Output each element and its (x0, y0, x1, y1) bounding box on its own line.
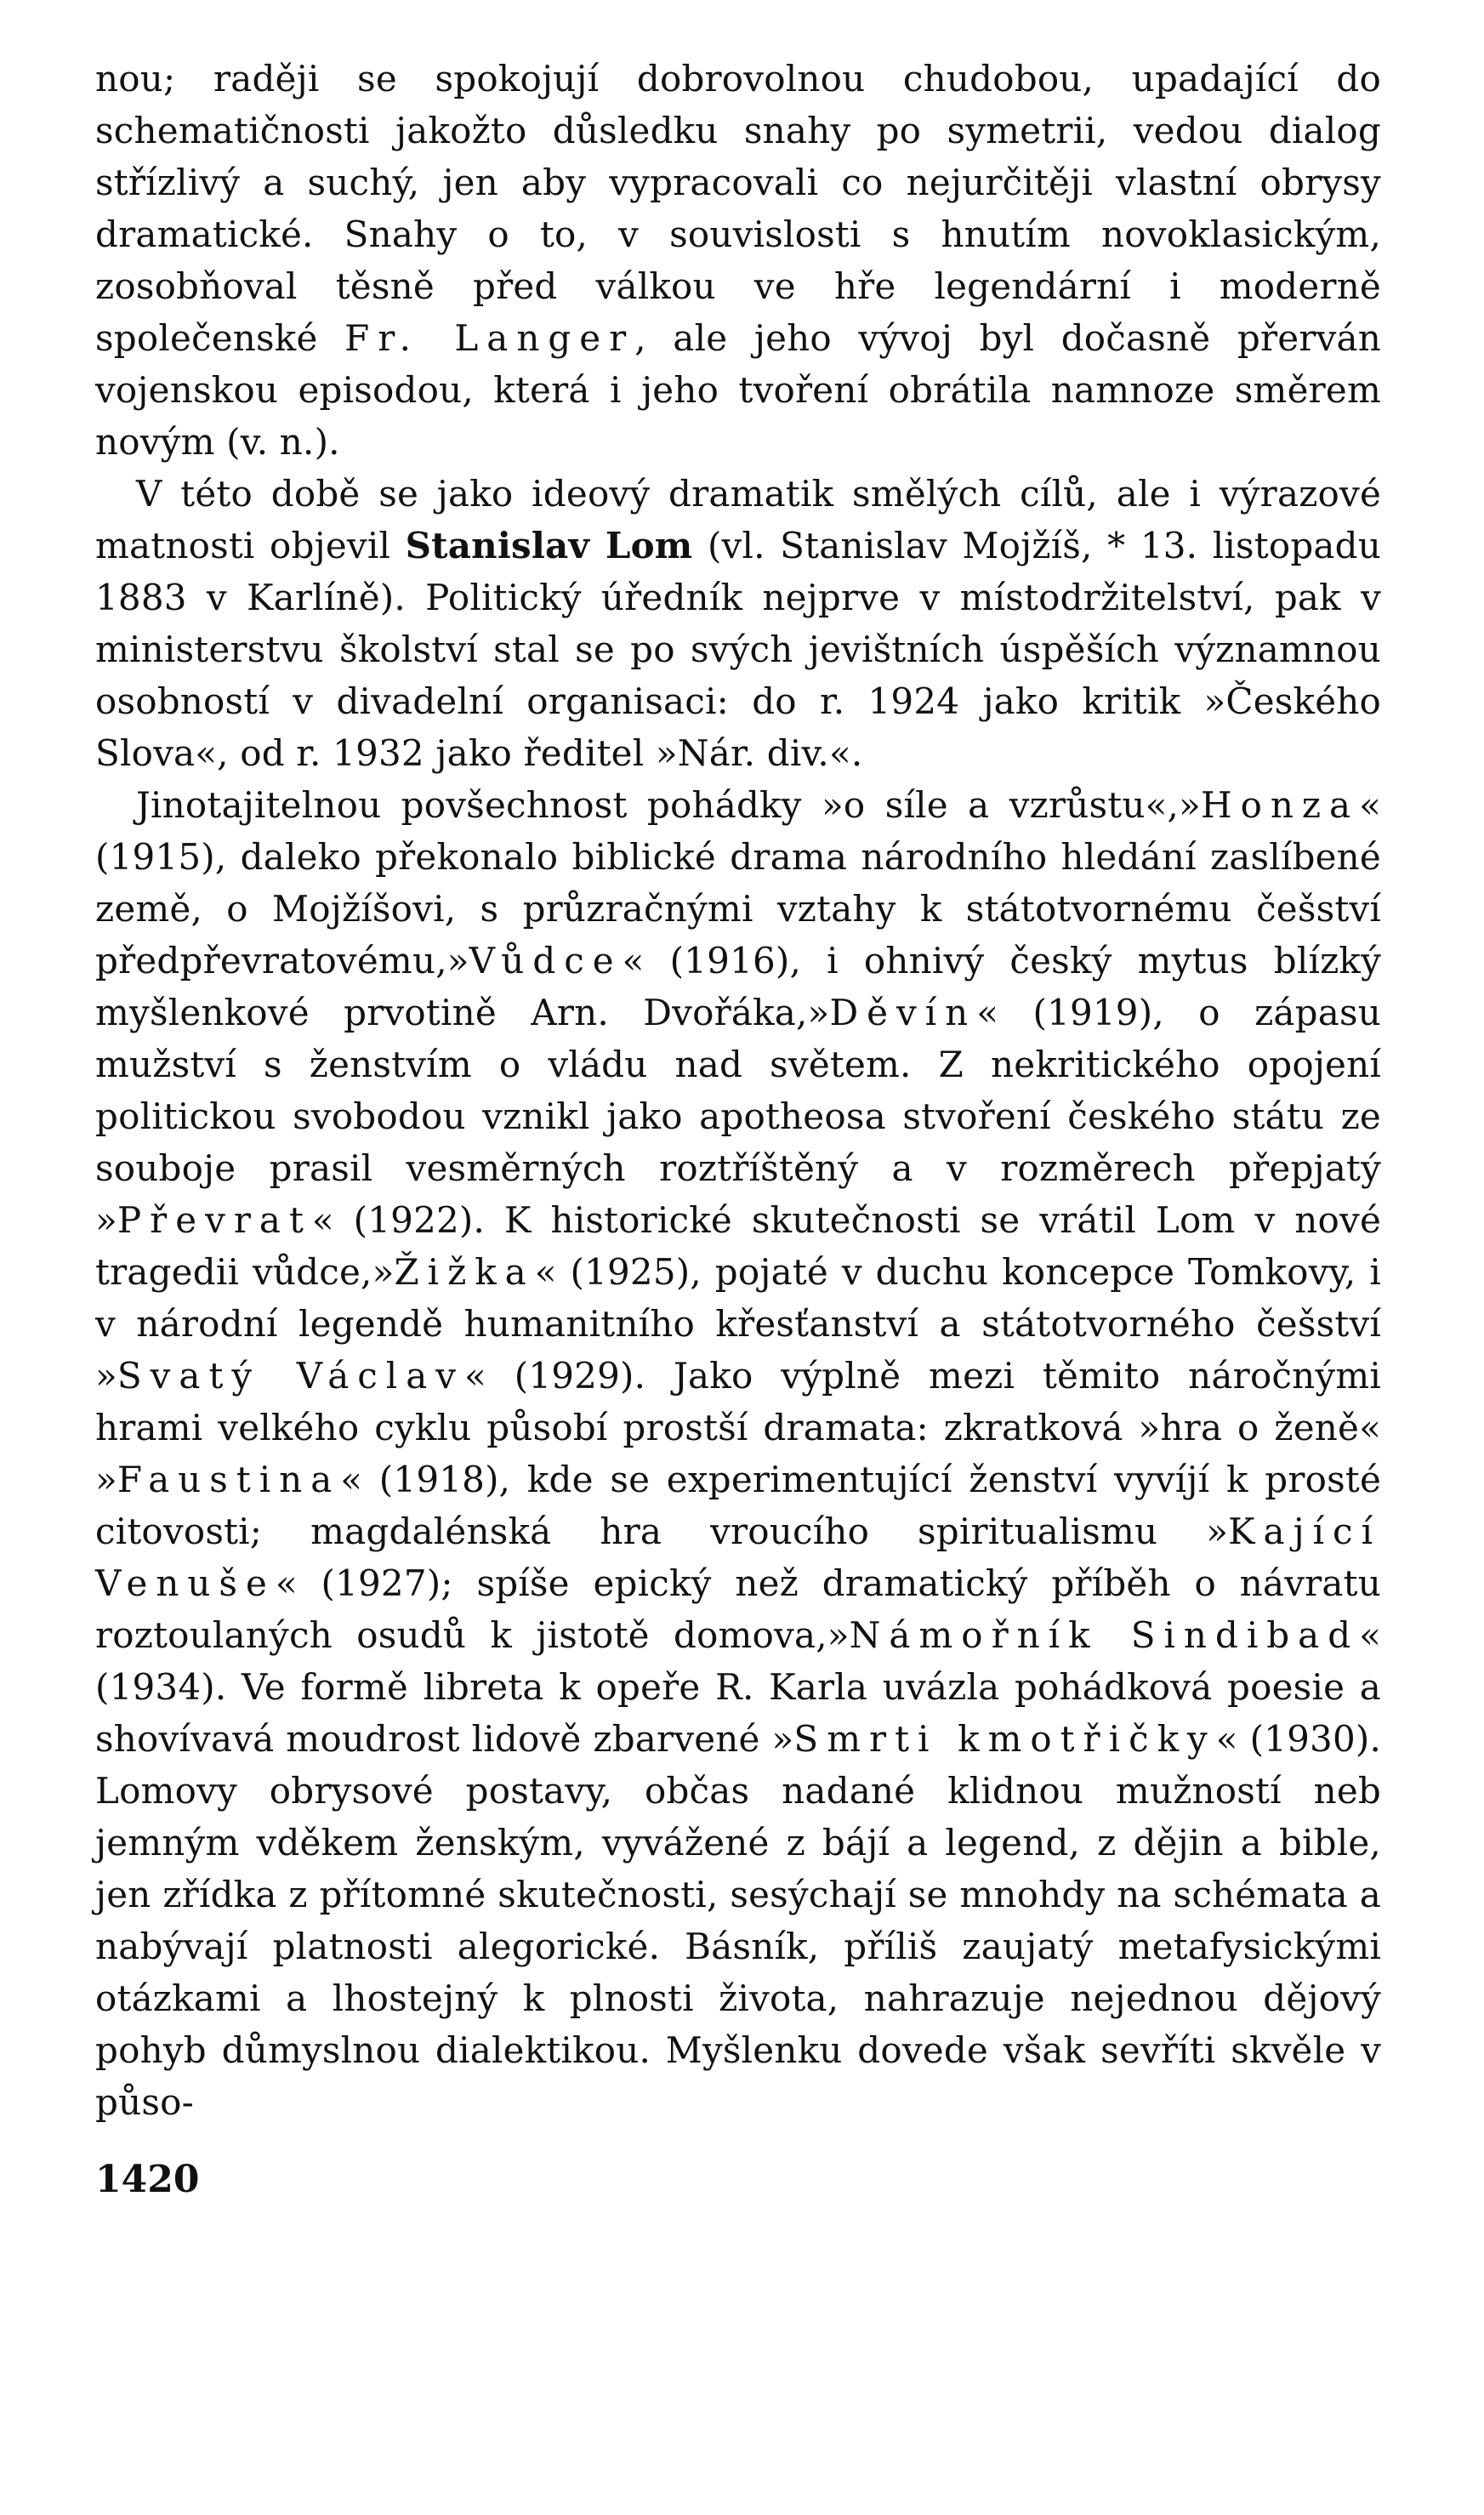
text-run: « (1934). Ve formě libreta k opeře R. Karla uvázla pohádková poesie a shovívavá moudrost lidově zbarvené » (95, 1614, 1381, 1760)
work-title: Vůdce (469, 940, 623, 982)
work-title: Honza (1200, 784, 1360, 826)
work-title: Svatý Václav (117, 1355, 464, 1397)
body-text (95, 53, 1381, 2128)
text-run: nou; raději se spokojují dobrovolnou chudobou, upadající do schematičnosti jakožto důsledku snahy po symetrii, vedou dialog střízlivý a suchý, jen aby vypracovali co nejurčitěji vlastní obrysy dramatické. Snahy o to, v souvislosti s hnutím novoklasickým, zosobňoval těsně před válkou ve hře legendární i moderně společenské (95, 58, 1381, 359)
work-title: Smrti kmotřičky (793, 1718, 1216, 1760)
text-run: V této době se jako ideový dramatik smělých cílů, ale i výrazové matnosti objevil (95, 473, 1381, 566)
work-title: Kající Venuše (95, 1511, 1381, 1604)
text-run: « (1919), o zápasu mužství s ženstvím o vládu nad světem. Z nekritického opojení politickou svobodou vznikl jako apotheosa stvoření českého státu ze souboje prasil vesměrných roztříštěný a v rozměrech přepjatý » (95, 992, 1381, 1241)
paragraph (95, 779, 1381, 2128)
work-title: Děvín (829, 992, 977, 1033)
text-run: « (1929). Jako výplně mezi těmito náročnými hrami velkého cyklu působí prostší dramata: zkratková »hra o ženě« » (95, 1355, 1381, 1500)
work-title: Námořník Sindibad (849, 1614, 1360, 1656)
page-number: 1420 (95, 2158, 200, 2201)
paragraph (95, 468, 1381, 779)
work-title: Faustina (117, 1459, 341, 1500)
text-run: Jinotajitelnou povšechnost pohádky »o síle a vzrůstu«,» (136, 784, 1201, 826)
work-title: Převrat (117, 1199, 312, 1241)
work-title: Fr. Langer (344, 317, 635, 359)
paragraph (95, 53, 1381, 468)
text-run: « (1916), i ohnivý český mytus blízký myšlenkové prvotině Arn. Dvořáka,» (95, 940, 1381, 1033)
text-run: , ale jeho vývoj byl dočasně přerván vojenskou episodou, která i jeho tvoření obrátila namnoze směrem novým (v. n.). (95, 317, 1381, 463)
text-run: « (1925), pojaté v duchu koncepce Tomkovy, i v národní legendě humanitního křesťanství a státotvorného češství » (95, 1251, 1381, 1397)
text-run: (vl. Stanislav Mojžíš, * 13. listopadu 1883 v Karlíně). Politický úředník nejprve v místodržitelství, pak v ministerstvu školství stal se po svých jevištních úspěších významnou osobností v divadelní organisaci: do r. 1924 jako kritik »Českého Slova«, od r. 1932 jako ředitel »Nár. div.«. (95, 525, 1381, 774)
text-run: « (1927); spíše epický než dramatický příběh o návratu roztoulaných osudů k jistotě domova,» (95, 1562, 1381, 1656)
text-run: « (1930). Lomovy obrysové postavy, občas nadané klidnou mužností neb jemným vděkem ženským, vyvážené z bájí a legend, z dějin a bible, jen zřídka z přítomné skutečnosti, sesýchají se mnohdy na schémata a nabývají platnosti alegorické. Básník, příliš zaujatý metafysickými otázkami a lhostejný k plnosti života, nahrazuje nejednou dějový pohyb důmyslnou dialektikou. Myšlenku dovede však sevříti skvěle v půso- (95, 1718, 1381, 2123)
text-run: « (1918), kde se experimentující ženství vyvíjí k prosté citovosti; magdalénská hra vroucího spiritualismu » (95, 1459, 1381, 1552)
work-title: Žižka (394, 1251, 535, 1293)
text-run: « (1922). K historické skutečnosti se vrátil Lom v nové tragedii vůdce,» (95, 1199, 1381, 1293)
author-name: Stanislav Lom (405, 525, 693, 566)
text-run: « (1915), daleko překonalo biblické drama národního hledání zaslíbené země, o Mojžíšovi, s průzračnými vztahy k státotvornému češství předpřevratovému,» (95, 784, 1381, 982)
